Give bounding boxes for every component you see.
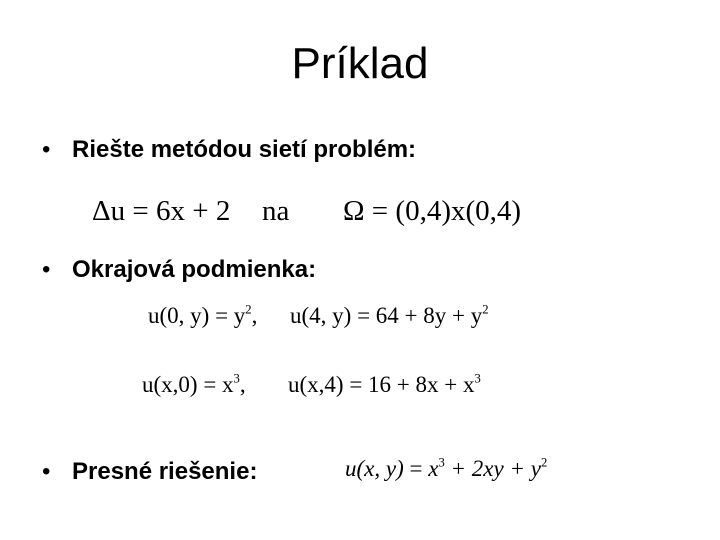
bullet-symbol: • [42, 136, 51, 163]
bc4-base: u(x,4) = 16 + 8x + x [288, 372, 475, 397]
bullet-symbol: • [42, 458, 51, 485]
bullet-item-boundary [42, 256, 316, 285]
solution-equals: = [403, 456, 429, 481]
bc3-base: u(x,0) = x [142, 372, 234, 397]
bullet-text: Okrajová podmienka: [72, 256, 317, 283]
bullet-item-solution [42, 458, 257, 487]
bc4-exponent: 3 [474, 371, 481, 386]
slide-title: Príklad [291, 39, 429, 88]
bc1-base: u(0, y) = y [148, 303, 246, 328]
bc1-exponent: 2 [245, 302, 252, 317]
exact-solution [345, 456, 547, 482]
bc2-base: u(4, y) = 64 + 8y + y [290, 303, 483, 328]
bullet-item-problem [42, 136, 416, 165]
bullet-text: Presné riešenie: [72, 458, 258, 485]
solution-exponent-1: 3 [438, 455, 445, 470]
bc3-separator: , [239, 372, 246, 397]
solution-term-y: y [530, 456, 541, 481]
equation-main-word: na [262, 195, 290, 227]
bc1-separator: , [251, 303, 258, 328]
equation-main-domain: Ω = (0,4)x(0,4) [343, 195, 522, 227]
bullet-symbol: • [42, 256, 51, 283]
equation-main-lhs: Δu = 6x + 2 [92, 195, 231, 227]
solution-term-x: x [428, 456, 439, 481]
bullet-text: Riešte metódou sietí problém: [72, 136, 417, 163]
solution-exponent-2: 2 [540, 455, 548, 470]
boundary-condition-1 [148, 303, 257, 329]
bc2-exponent: 2 [482, 302, 489, 317]
solution-middle: + 2xy + [444, 456, 531, 481]
boundary-condition-4 [288, 372, 481, 398]
boundary-condition-3 [142, 372, 246, 398]
boundary-condition-2 [290, 303, 489, 329]
bc3-exponent: 3 [233, 371, 240, 386]
solution-lhs: u(x, y) [345, 456, 404, 481]
